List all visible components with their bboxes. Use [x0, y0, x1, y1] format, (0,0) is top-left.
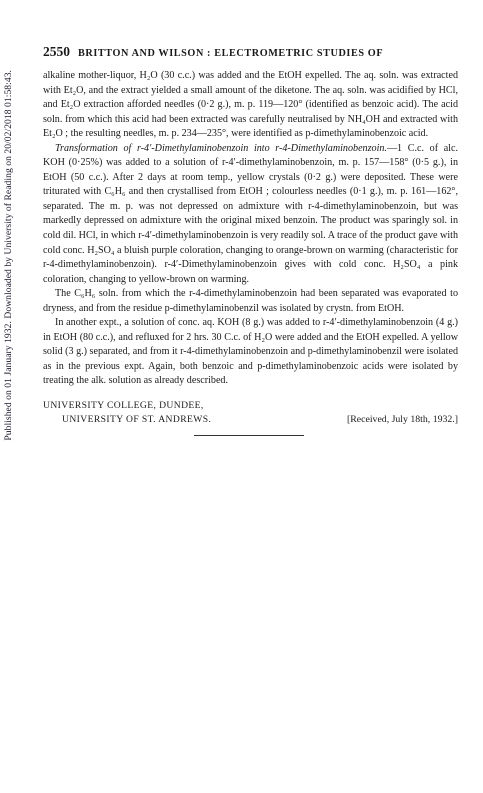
- paragraph-continuation: [43, 69, 458, 142]
- paragraph-benzene-solution: [43, 287, 458, 316]
- paragraph-transformation: [43, 142, 458, 287]
- section-heading: Transformation of r-4′-Dimethylaminobenzoin into r-4-Dimethylaminobenzoin.: [55, 142, 387, 154]
- affiliation-line-2: [43, 413, 458, 427]
- page-header: [43, 44, 458, 60]
- paragraph-text: In another expt., a solution of conc. aq. KOH (8 g.) was added to r-4′-dimethylaminobenzoin (4 g.) in EtOH (80 c.c.), and refluxed for 2 hrs. 30 C.c. of H₂O were added and the EtOH expelled. A yellow solid (3 g.) separated, and from it r-4-dimethylaminobenzoin and p-dimethylaminobenzil were isolated as in the previous expt. Again, both benzoic and p-dimethylaminobenzoic acids were isolated by treating the alk. solution as already described.: [43, 317, 458, 387]
- download-notice-vertical: [2, 70, 16, 640]
- end-rule: [194, 435, 304, 436]
- download-notice-text: Published on 01 January 1932. Downloaded by University of Reading on 20/02/2018 01:58:43.: [3, 70, 14, 441]
- affiliation-line-1: UNIVERSITY COLLEGE, DUNDEE,: [43, 400, 204, 412]
- journal-page: [43, 44, 458, 436]
- affiliation-block: [43, 399, 458, 427]
- page-number: 2550: [43, 44, 70, 59]
- affiliation-university: UNIVERSITY OF ST. ANDREWS.: [62, 414, 212, 426]
- paragraph-text: —1 C.c. of alc. KOH (0·25%) was added to a solution of r-4′-dimethylaminobenzoin, m. p. 157—158° (0·5 g.), in EtOH (50 c.c.). After 2 days at room temp., yellow crystals (0·2 g.) were deposited. These were triturated with C₆H₆ and then crystallised from EtOH ; colourless needles (0·1 g.), m. p. 161—162°, separated. The m. p. was not depressed on admixture with r-4-dimethylaminobenzoin, but was markedly depressed on admixture with the original mixed benzoin. The product was sparingly sol. in cold dil. HCl, in which r-4′-dimethylaminobenzoin is very readily sol. A trace of the product gave with cold conc. H₂SO₄ a bluish purple coloration, changing to orange-brown on warming (characteristic for r-4-dimethylaminobenzoin). r-4′-Dimethylaminobenzoin gives with cold conc. H₂SO₄ a pink coloration, changing to yellow-brown on warming.: [43, 142, 458, 285]
- paragraph-another-experiment: [43, 316, 458, 389]
- received-date: [Received, July 18th, 1932.]: [346, 414, 458, 426]
- paragraph-text: alkaline mother-liquor, H₂O (30 c.c.) was added and the EtOH expelled. The aq. soln. was extracted with Et₂O, and the extract yielded a small amount of the diketone. The aq. soln. was acidified by HCl, and Et₂O extraction afforded needles (0·2 g.), m. p. 119—120° (identified as benzoic acid). The acid soln. from which this acid had been extracted was carefully neutralised by NH₄OH and extracted with Et₂O ; the resulting needles, m. p. 234—235°, were identified as p-dimethylaminobenzoic acid.: [43, 70, 458, 140]
- running-head: BRITTON AND WILSON : ELECTROMETRIC STUDIES OF: [78, 48, 384, 59]
- paragraph-text: The C₆H₆ soln. from which the r-4-dimethylaminobenzoin had been separated was evaporated to dryness, and from the residue p-dimethylaminobenzil was isolated by crystn. from EtOH.: [43, 288, 458, 314]
